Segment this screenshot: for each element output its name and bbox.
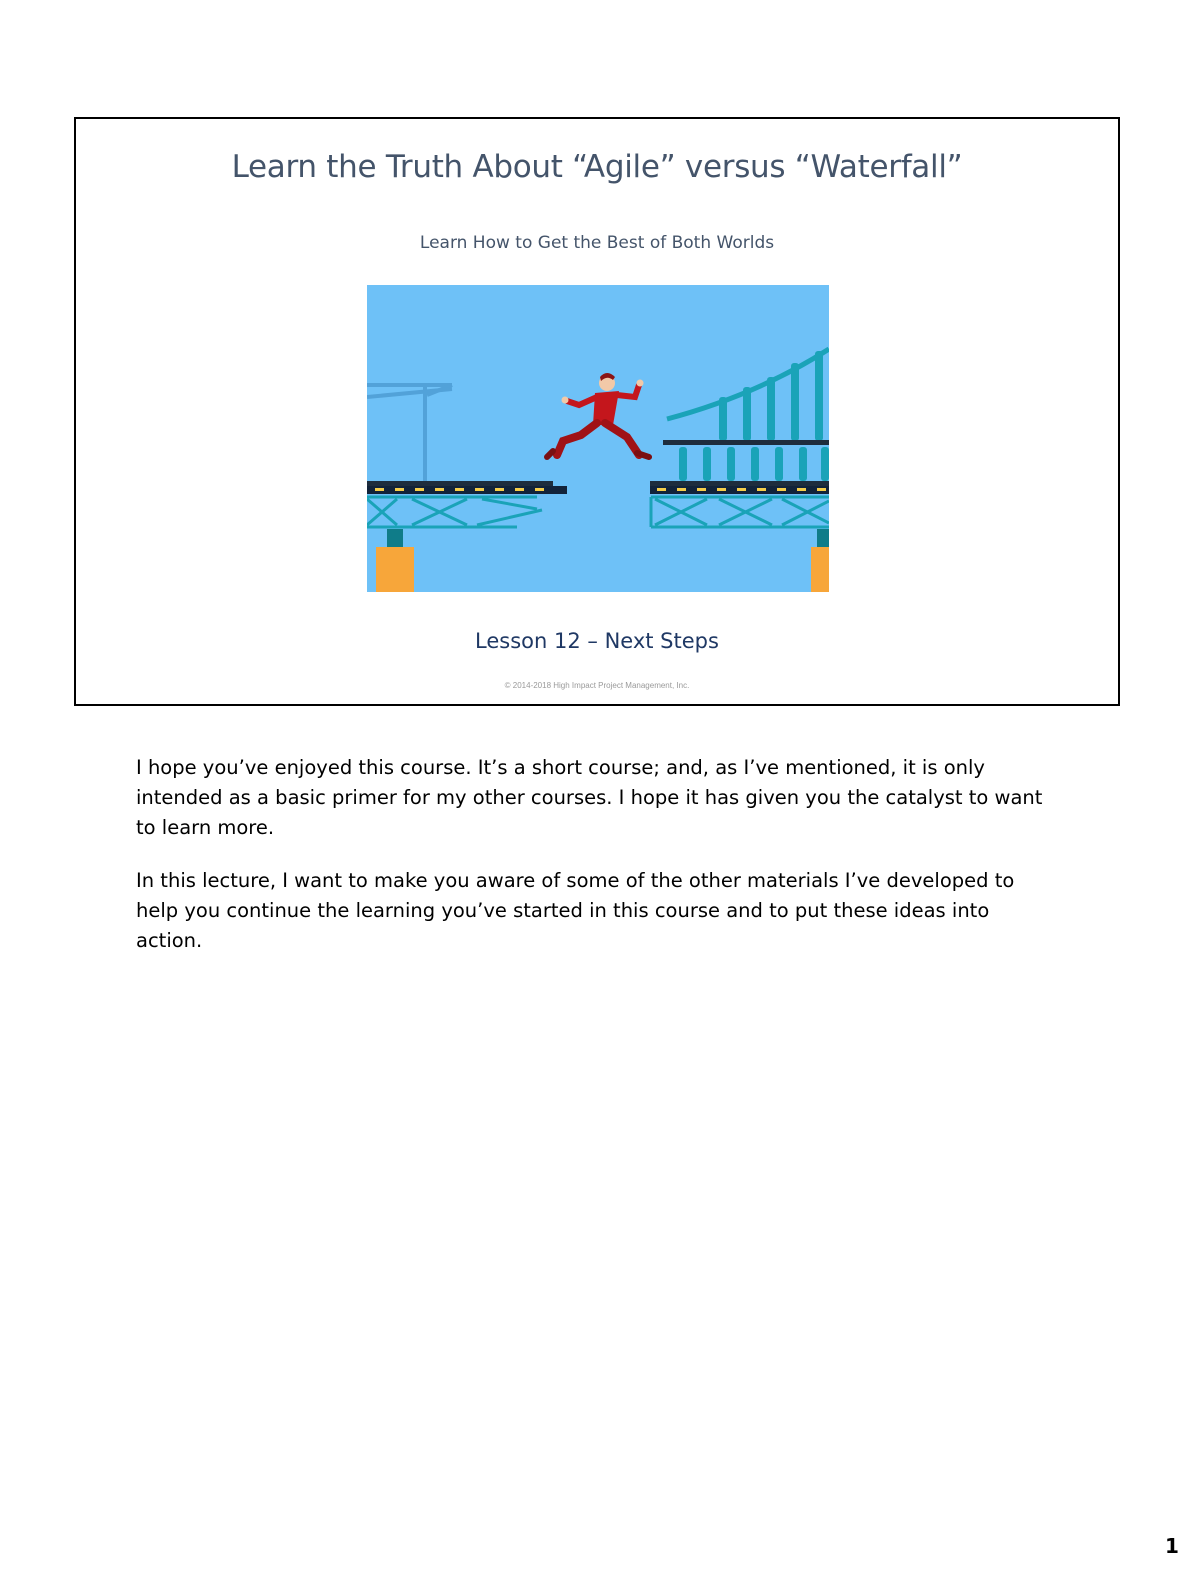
bridge-gap-jumper-illustration	[367, 285, 829, 592]
copyright-notice: © 2014-2018 High Impact Project Management, Inc.	[504, 681, 690, 690]
notes-paragraph: In this lecture, I want to make you aware of some of the other materials I’ve developed to help you continue the learning you’ve started in this course and to put these ideas into action.	[136, 869, 1015, 952]
slide-thumbnail	[74, 117, 1120, 706]
slide-title: Learn the Truth About “Agile” versus “Waterfall”	[231, 149, 963, 185]
notes-paragraph: I hope you’ve enjoyed this course. It’s a short course; and, as I’ve mentioned, it is only intended as a basic primer for my other courses. I hope it has given you the catalyst to want to learn more.	[136, 756, 1043, 839]
page-number: 1	[1165, 1534, 1179, 1558]
lesson-heading: Lesson 12 – Next Steps	[475, 629, 719, 653]
sky-background	[367, 285, 829, 592]
slide-subtitle: Learn How to Get the Best of Both Worlds	[419, 233, 775, 253]
speaker-notes	[136, 753, 1056, 979]
